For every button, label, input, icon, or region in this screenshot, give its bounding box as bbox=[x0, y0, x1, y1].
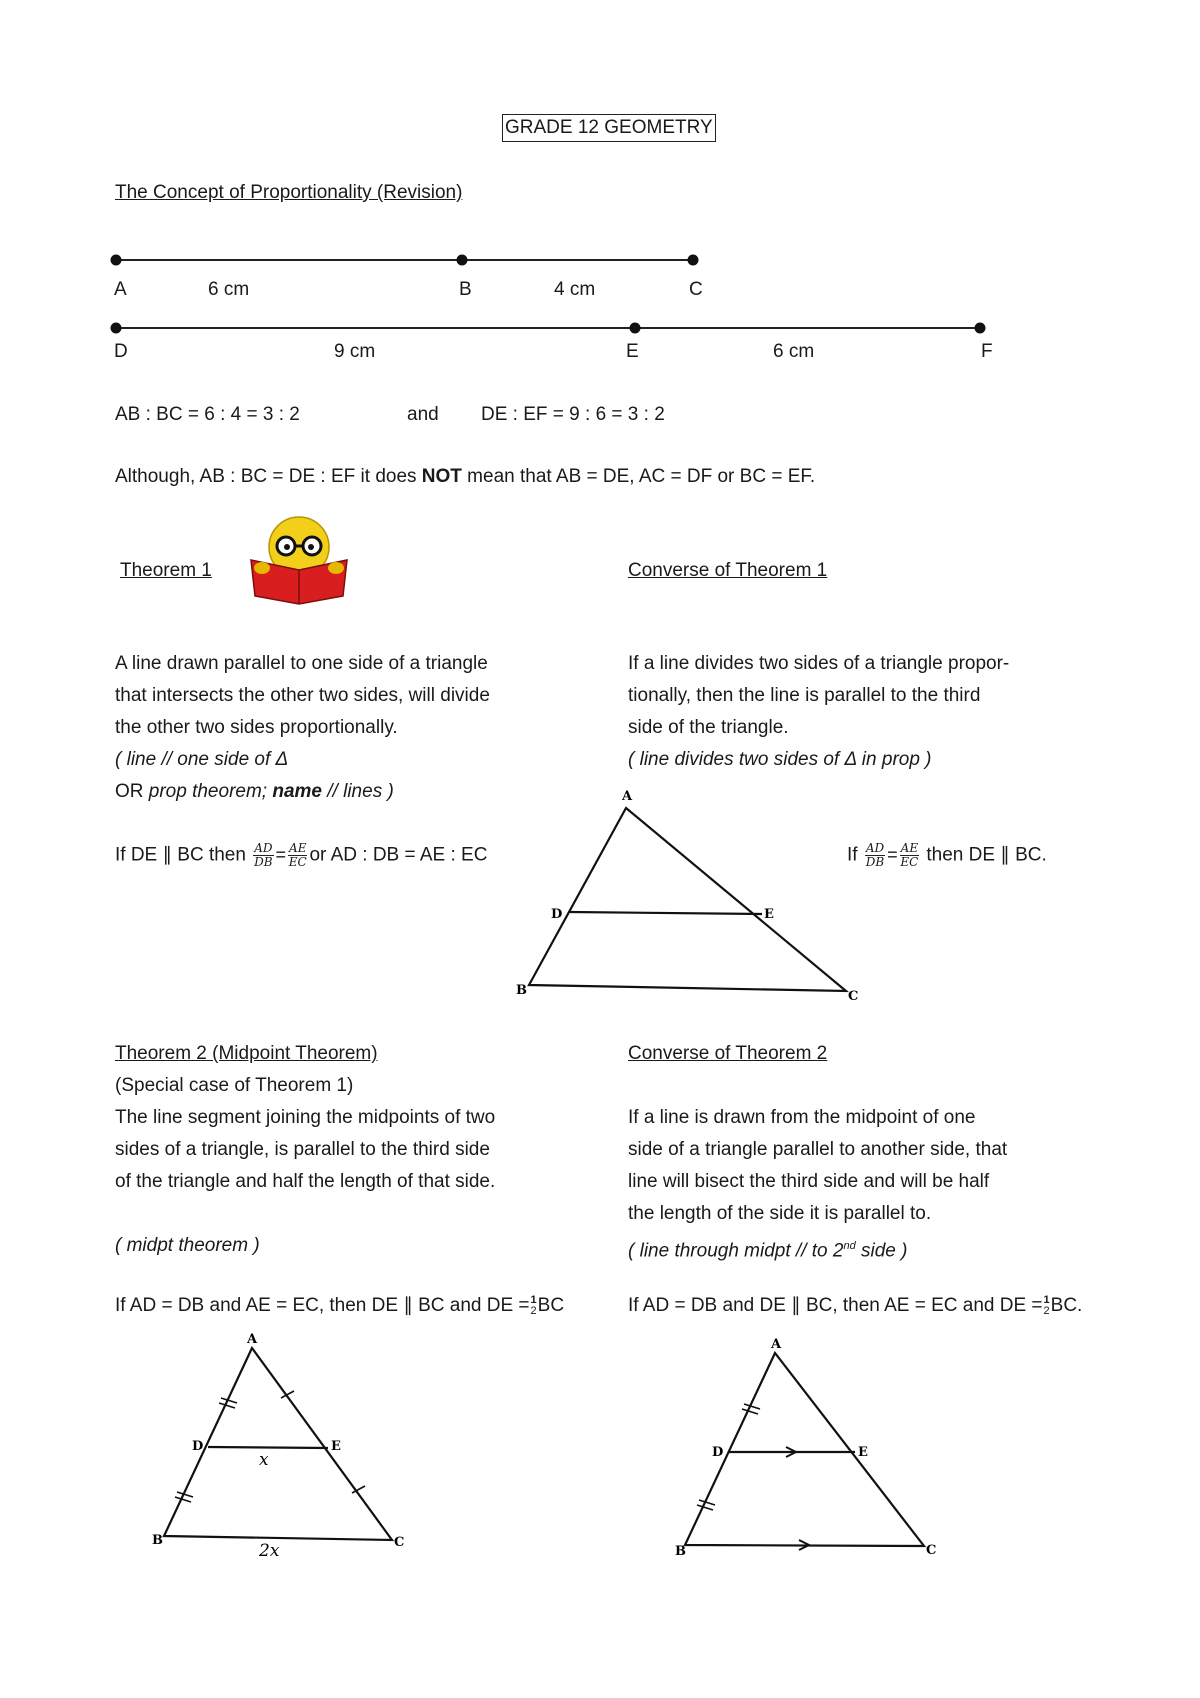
tri1-label-d: D bbox=[551, 907, 563, 922]
label-d: D bbox=[114, 341, 128, 362]
converse1-reason: ( line divides two sides of Δ in prop ) bbox=[628, 749, 932, 770]
label-f: F bbox=[981, 341, 993, 362]
theorem1-line: A line drawn parallel to one side of a triangle bbox=[115, 653, 488, 674]
theorem2-heading: Theorem 2 (Midpoint Theorem) bbox=[115, 1043, 378, 1064]
tri2-label-b: B bbox=[152, 1533, 163, 1548]
tri3-label-a: A bbox=[771, 1337, 782, 1352]
theorem1-line: the other two sides proportionally. bbox=[115, 717, 398, 738]
theorem1-reason: ( line // one side of Δ bbox=[115, 749, 289, 770]
tri2-label-d: D bbox=[192, 1439, 204, 1454]
tri3-label-d: D bbox=[712, 1445, 724, 1460]
theorem1-reason-alt: OR prop theorem; name // lines ) bbox=[115, 781, 394, 802]
theorem2-subheading: (Special case of Theorem 1) bbox=[115, 1075, 354, 1096]
converse2-line: the length of the side it is parallel to. bbox=[628, 1203, 932, 1224]
tri1-label-b: B bbox=[516, 983, 527, 998]
theorem1-heading: Theorem 1 bbox=[120, 560, 212, 581]
tri3-label-c: C bbox=[926, 1543, 937, 1558]
converse2-reason: ( line through midpt // to 2nd side ) bbox=[628, 1240, 908, 1262]
label-6cm-2: 6 cm bbox=[773, 341, 815, 362]
converse1-formula: If $\frac{AD}{DB}$ = $\frac{AE}{EC}$ then DE ∥ BC. bbox=[847, 841, 1047, 869]
tri2-label-e: E bbox=[331, 1439, 341, 1454]
tri1-label-a: A bbox=[622, 789, 633, 804]
theorem2-line: sides of a triangle, is parallel to the third side bbox=[115, 1139, 490, 1160]
page-title: GRADE 12 GEOMETRY bbox=[502, 114, 716, 142]
theorem2-line: of the triangle and half the length of that side. bbox=[115, 1171, 496, 1192]
label-c: C bbox=[689, 279, 703, 300]
tri1-label-c: C bbox=[848, 989, 859, 1004]
section-heading: The Concept of Proportionality (Revision) bbox=[115, 182, 463, 203]
theorem1-formula: If DE ∥ BC then $\frac{AD}{DB}$ = $\frac{AE}{EC}$ or AD : DB = AE : EC bbox=[115, 841, 488, 869]
converse2-heading: Converse of Theorem 2 bbox=[628, 1043, 828, 1064]
theorem2-formula: If AD = DB and AE = EC, then DE ∥ BC and DE = 1 2 BC bbox=[115, 1293, 565, 1317]
theorem2-line: The line segment joining the midpoints of two bbox=[115, 1107, 496, 1128]
converse1-line: If a line divides two sides of a triangle propor- bbox=[628, 653, 1010, 674]
label-b: B bbox=[459, 279, 472, 300]
although-note: Although, AB : BC = DE : EF it does NOT mean that AB = DE, AC = DF or BC = EF. bbox=[115, 466, 816, 487]
label-6cm: 6 cm bbox=[208, 279, 250, 300]
tri2-label-c: C bbox=[394, 1535, 405, 1550]
converse2-line: If a line is drawn from the midpoint of one bbox=[628, 1107, 976, 1128]
converse2-line: line will bisect the third side and will be half bbox=[628, 1171, 990, 1192]
tri2-label-x: x bbox=[259, 1450, 269, 1470]
tri2-label-a: A bbox=[247, 1332, 258, 1347]
ratio-de-ef: DE : EF = 9 : 6 = 3 : 2 bbox=[481, 404, 665, 425]
converse2-formula: If AD = DB and DE ∥ BC, then AE = EC and DE = 1 2 BC. bbox=[628, 1293, 1083, 1317]
label-4cm: 4 cm bbox=[554, 279, 596, 300]
tri2-label-2x: 2x bbox=[259, 1541, 280, 1561]
theorem1-line: that intersects the other two sides, will divide bbox=[115, 685, 490, 706]
ratio-and: and bbox=[407, 404, 439, 425]
converse1-line: tionally, then the line is parallel to the third bbox=[628, 685, 981, 706]
ratio-ab-bc: AB : BC = 6 : 4 = 3 : 2 bbox=[115, 404, 300, 425]
tri1-label-e: E bbox=[764, 907, 774, 922]
converse1-line: side of the triangle. bbox=[628, 717, 789, 738]
theorem2-reason: ( midpt theorem ) bbox=[115, 1235, 260, 1256]
label-e: E bbox=[626, 341, 639, 362]
converse2-line: side of a triangle parallel to another side, that bbox=[628, 1139, 1008, 1160]
label-9cm: 9 cm bbox=[334, 341, 376, 362]
tri3-label-e: E bbox=[858, 1445, 868, 1460]
label-a: A bbox=[114, 279, 127, 300]
tri3-label-b: B bbox=[675, 1544, 686, 1559]
converse1-heading: Converse of Theorem 1 bbox=[628, 560, 828, 581]
